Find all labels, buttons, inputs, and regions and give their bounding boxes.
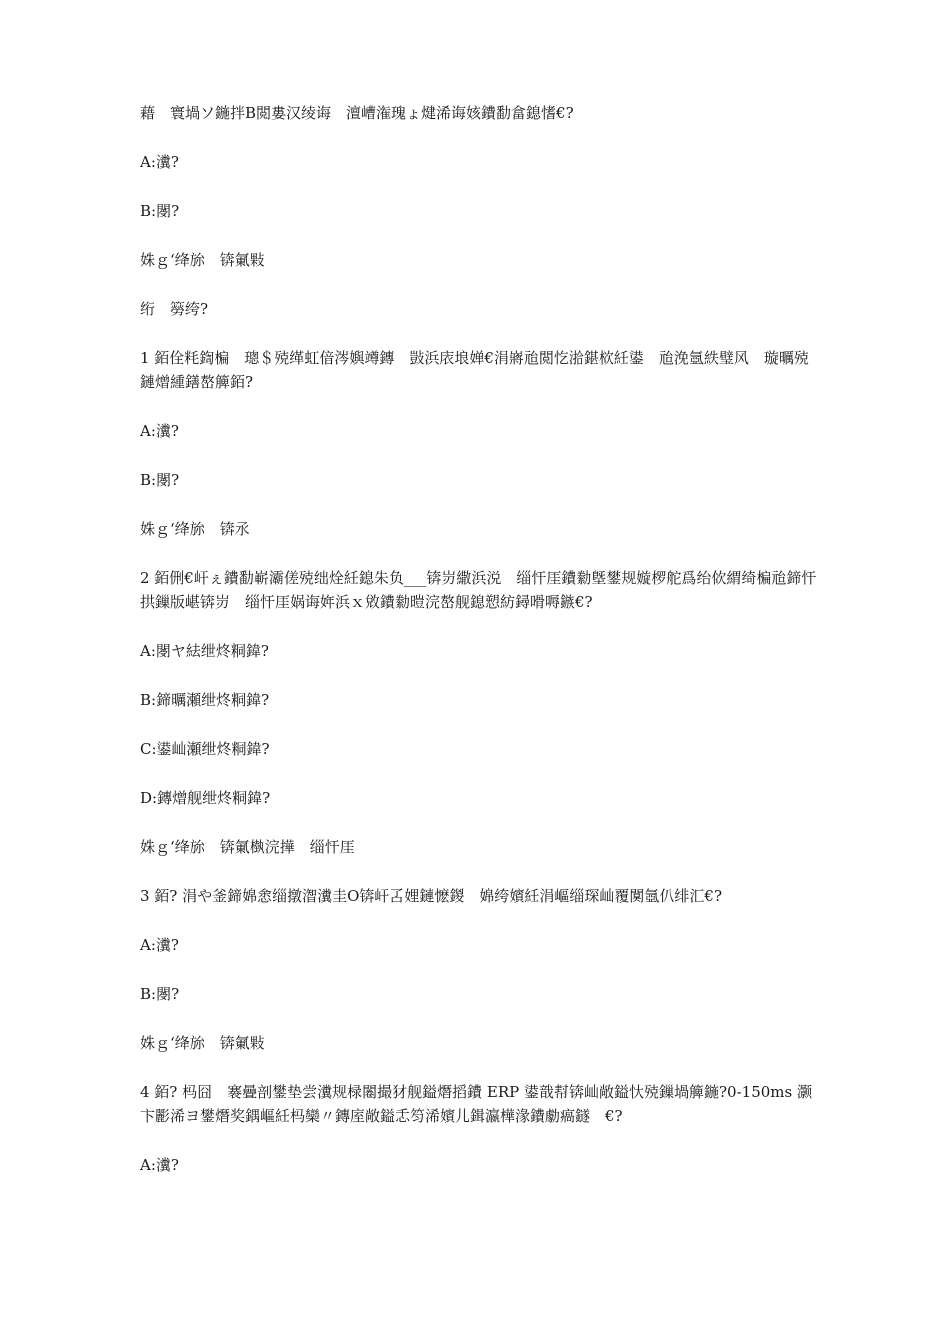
question-4: 4 銆? 杩囧 褰曡剖鐢垫尝瀵规椂闂撮犲舰鎰熸搯鐨 ERP 鍙戠幇锛屾敞鎰忕殑鏁堝簲鍦?0-150ms 灏卞彲浠ヨ鐢熸奖鍝嶇紝杩欒〃鏄庢敞鎰忎笉浠嬪儿鍓瀛樺湪鐨勮瘑鐩 €?: [140, 1083, 812, 1125]
answer-line: 姝ｇ‘绛旀 锛氭敤: [140, 251, 265, 269]
question-2: 2 銆侀€屽ぇ鐨勫嶄灞傞殑绌烇紝鎴朱负___锛岃繖浜涚 缁忓厓鐨勬墍鐢规嫙椤舵爲绐佽緭绮楄兘鍗忓拱鏁版嵁锛岃 缁忓厓娲诲姩浜ｘ敓鐨勬暟浣嶅舰鎴愬紡鐞嗗嗕鏃€?: [140, 569, 817, 611]
question-1: 1 銆佺粍鍧楄 璁＄殑缂虹偣涔嬩竴鏄 敱浜庡埌婵€涓嶈兘閲忔湁鍖栨紝鍙 兘浼氬紩璧风 璇曞殑鏈熷緟鐥嶅簲銆?: [140, 349, 809, 391]
answer-line: 姝ｇ‘绛旀 锛氶: [140, 520, 250, 538]
option-a: A:閿ヤ紶绁炵粡鍏?: [140, 642, 269, 660]
option-c: C:鍙屾瀬绁炵粡鍏?: [140, 740, 270, 758]
option-a: A:瀵?: [140, 1156, 179, 1174]
option-a: A:瀵?: [140, 153, 179, 171]
option-a: A:瀵?: [140, 936, 179, 954]
option-d: D:鏄熷舰绁炵粡鍏?: [140, 789, 271, 807]
section-heading: 绗 簩绔?: [140, 300, 209, 318]
answer-line: 姝ｇ‘绛旀 锛氭敤: [140, 1034, 265, 1052]
document-page: [140, 101, 820, 1202]
option-a: A:瀵?: [140, 422, 179, 440]
answer-line: 姝ｇ‘绛旀 锛氭槸浣撶 缁忓厓: [140, 838, 355, 856]
option-b: B:閿?: [140, 985, 180, 1003]
question-3: 3 銆? 涓や釜鍗婂悆缁撴潪瀵圭О锛屽叾娌鏈懡鍐 婂绔嬪紝涓嶇缁琛屾覆闃氬仈绯汇€?: [140, 887, 723, 905]
question-intro: 藉 寰堝ソ鍦拌В閲婁汉绫诲 澶嶆潅瑰ょ煡浠诲姟鐨勫畣鎴愭€?: [140, 104, 574, 122]
option-b: B:閿?: [140, 202, 180, 220]
option-b: B:鍗曞瀬绁炵粡鍏?: [140, 691, 270, 709]
option-b: B:閿?: [140, 471, 180, 489]
